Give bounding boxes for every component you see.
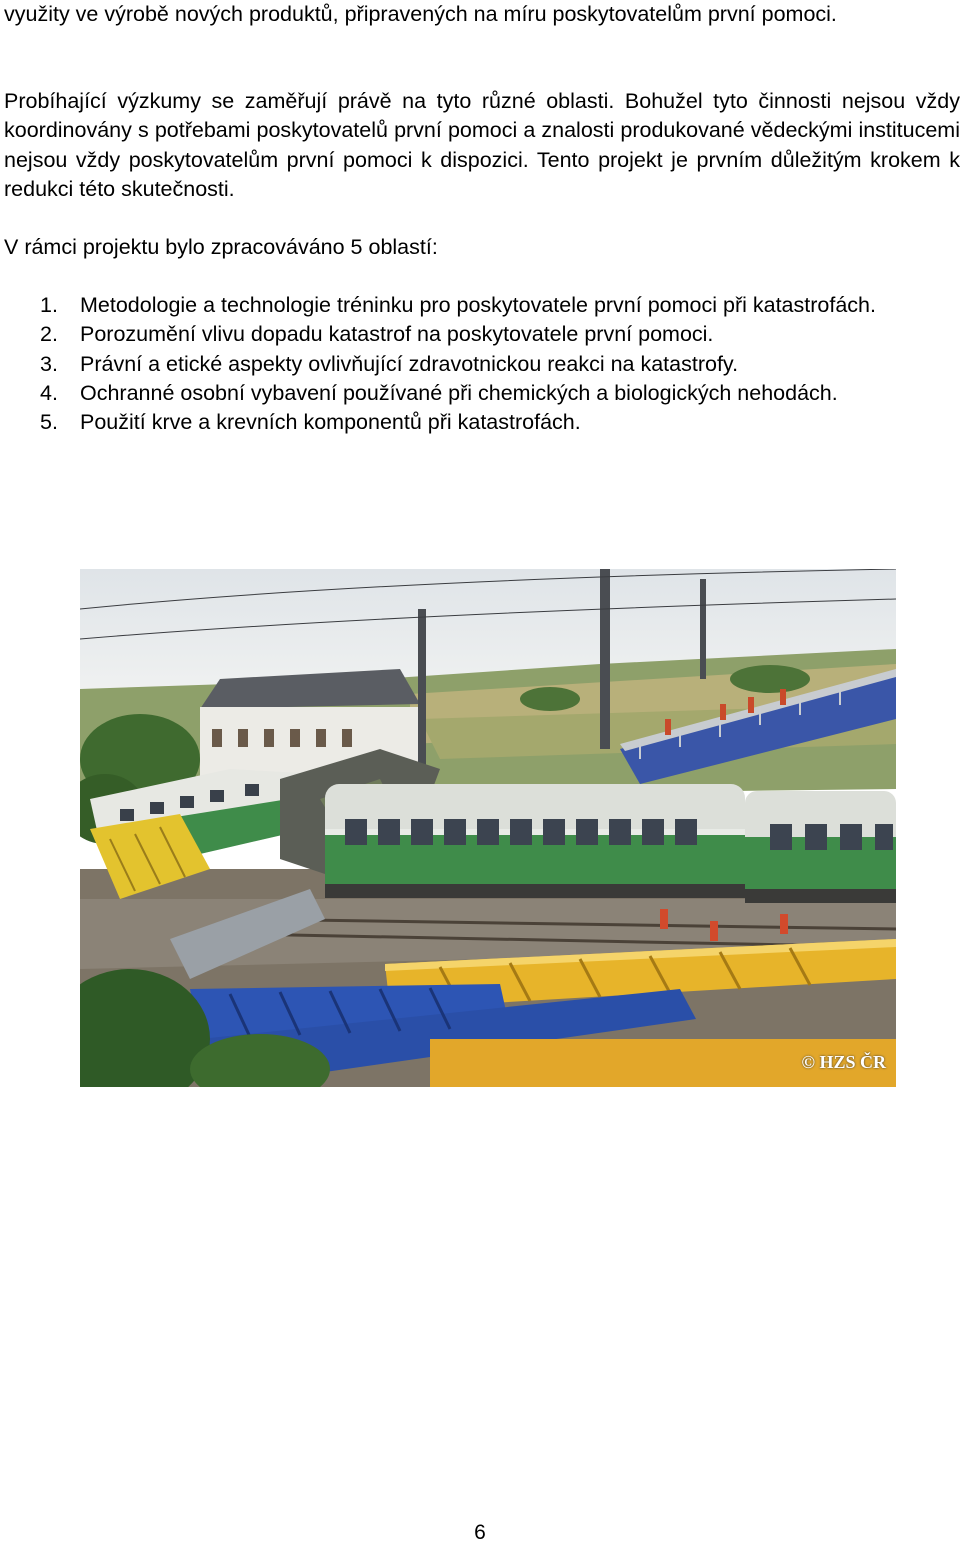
list-item-number: 5. bbox=[40, 410, 58, 435]
list-item-number: 4. bbox=[40, 380, 58, 405]
photo-credit: © HZS ČR bbox=[801, 1052, 886, 1072]
list-item-number: 3. bbox=[40, 351, 58, 376]
list-item-text: Použití krve a krevních komponentů při katastrofách. bbox=[80, 410, 581, 435]
list-item-text: Právní a etické aspekty ovlivňující zdravotnickou reakci na katastrofy. bbox=[80, 351, 739, 376]
list-item-text: Ochranné osobní vybavení používané při chemických a biologických nehodách. bbox=[80, 380, 838, 405]
paragraph-areas-intro: V rámci projektu bylo zpracováváno 5 oblastí: bbox=[4, 235, 438, 259]
list-item bbox=[4, 320, 960, 349]
paragraph-intro-continuation: využity ve výrobě nových produktů, připravených na míru poskytovatelům první pomoci. bbox=[4, 2, 837, 26]
train-accident-photo bbox=[80, 569, 896, 1087]
list-item bbox=[4, 379, 960, 408]
paragraph-research: Probíhající výzkumy se zaměřují právě na tyto různé oblasti. Bohužel tyto činnosti nejsou vždy koordinovány s potřebami poskytovatelů první pomoci a znalosti produkované vědeckými institucemi nejsou vždy poskytovatelům první pomoci k dispozici. Tento projekt je prvním důležitým krokem k redukci této skutečnosti. bbox=[4, 89, 960, 201]
list-item bbox=[4, 350, 960, 379]
list-item-text: Porozumění vlivu dopadu katastrof na poskytovatele první pomoci. bbox=[80, 322, 714, 347]
list-item bbox=[4, 291, 960, 320]
list-item-text: Metodologie a technologie tréninku pro poskytovatele první pomoci při katastrofách. bbox=[80, 293, 876, 317]
page-number: 6 bbox=[474, 1521, 486, 1544]
areas-list bbox=[4, 291, 960, 437]
list-item-number: 1. bbox=[40, 293, 58, 317]
list-item bbox=[4, 408, 960, 437]
list-item-number: 2. bbox=[40, 322, 58, 347]
